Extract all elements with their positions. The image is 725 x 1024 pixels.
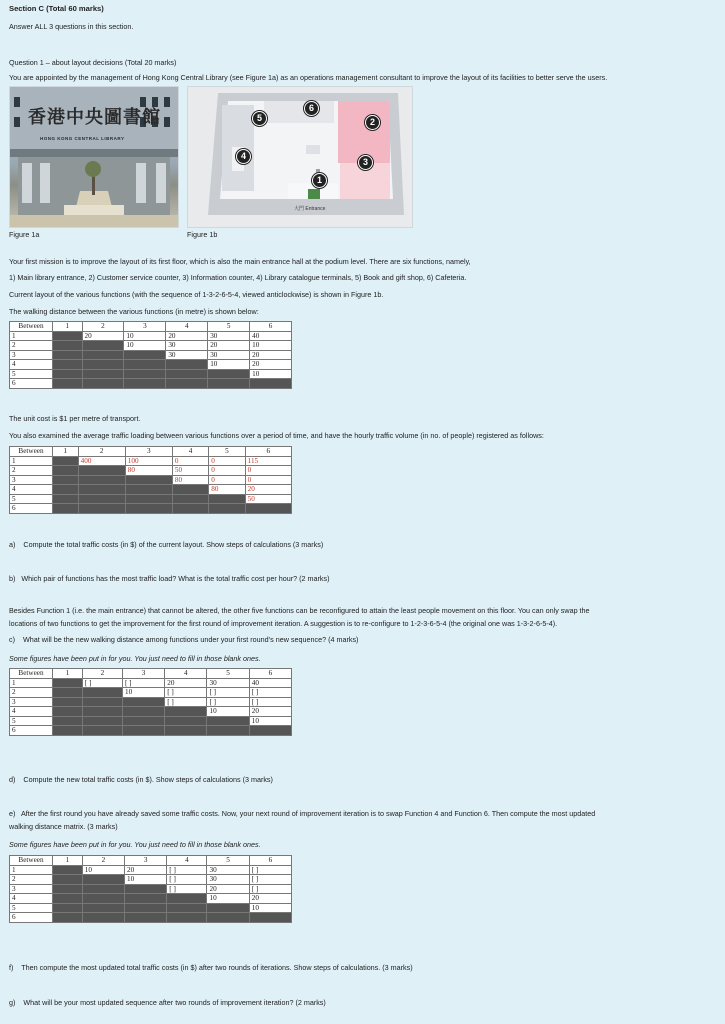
shaded-cell: [209, 504, 245, 514]
figure-1a-photo: [9, 86, 179, 228]
marker-5: 5: [252, 111, 267, 126]
value-cell: 30: [166, 350, 208, 360]
table-row: [10, 331, 292, 341]
shaded-cell: [53, 494, 79, 504]
shaded-cell: [53, 504, 79, 514]
question-c: c) What will be the new walking distance among functions under your first round’s new sequence? (4 marks): [9, 635, 359, 644]
shaded-cell: [82, 379, 124, 389]
shaded-cell: [53, 707, 83, 717]
distance-table: [9, 321, 292, 389]
blank-answer-cell: [ ]: [82, 678, 122, 688]
value-cell: 30: [207, 678, 249, 688]
table-row: [10, 903, 292, 913]
blank-answer-cell: [ ]: [249, 884, 291, 894]
library-sign-chinese: 香港中央圖書館: [28, 107, 161, 128]
table-row: [10, 707, 292, 717]
table-row: [10, 726, 292, 736]
blank-answer-cell: [ ]: [165, 697, 207, 707]
shaded-cell: [82, 707, 122, 717]
table-row: [10, 688, 292, 698]
table-row: [10, 466, 292, 476]
value-cell: 10: [125, 875, 167, 885]
value-cell: 30: [208, 331, 250, 341]
shaded-cell: [122, 697, 164, 707]
value-cell: 80: [125, 466, 172, 476]
shaded-cell: [53, 726, 83, 736]
shaded-cell: [53, 913, 83, 923]
blank-answer-cell: [ ]: [249, 688, 291, 698]
row-label: 2: [10, 466, 53, 476]
shaded-cell: [167, 903, 207, 913]
table-row: [10, 456, 292, 466]
row-label: 4: [10, 360, 53, 370]
shaded-cell: [82, 903, 124, 913]
blank-answer-cell: [ ]: [122, 678, 164, 688]
current-layout-text: Current layout of the various functions (with the sequence of 1-3-2-6-5-4, viewed anticlockwise) is shown in Figure 1b.: [9, 290, 384, 299]
table-row: [10, 678, 292, 688]
shaded-cell: [122, 707, 164, 717]
shaded-cell: [82, 716, 122, 726]
header-between: Between: [10, 447, 53, 457]
value-cell: 10: [124, 341, 166, 351]
traffic-table: [9, 446, 292, 514]
shaded-cell: [124, 360, 166, 370]
table-row: [10, 485, 292, 495]
shaded-cell: [82, 697, 122, 707]
shaded-cell: [53, 875, 83, 885]
figure-1b-floor-plan: [187, 86, 413, 228]
value-cell: 10: [82, 865, 124, 875]
value-cell: 10: [122, 688, 164, 698]
value-cell: 0: [209, 456, 245, 466]
shaded-cell: [53, 456, 79, 466]
table-row: [10, 894, 292, 904]
distance-intro: The walking distance between the various functions (in metre) is shown below:: [9, 307, 259, 316]
value-cell: 100: [125, 456, 172, 466]
shaded-cell: [208, 379, 250, 389]
header-col-1: 1: [53, 856, 83, 866]
shaded-cell: [53, 350, 83, 360]
blank-answer-cell: [ ]: [167, 884, 207, 894]
shaded-cell: [249, 913, 291, 923]
table-row: [10, 716, 292, 726]
shaded-cell: [53, 894, 83, 904]
value-cell: 0: [209, 466, 245, 476]
shaded-cell: [165, 726, 207, 736]
value-cell: 30: [207, 875, 249, 885]
row-label: 1: [10, 331, 53, 341]
header-col-1: 1: [53, 322, 83, 332]
table-row: [10, 379, 292, 389]
shaded-cell: [249, 726, 291, 736]
row-label: 3: [10, 884, 53, 894]
header-col-5: 5: [209, 447, 245, 457]
shaded-cell: [82, 688, 122, 698]
value-cell: 20: [125, 865, 167, 875]
shaded-cell: [53, 688, 83, 698]
value-cell: 10: [250, 369, 292, 379]
marker-6: 6: [304, 101, 319, 116]
row-label: 5: [10, 716, 53, 726]
row-label: 2: [10, 688, 53, 698]
shaded-cell: [82, 341, 124, 351]
question-a: a) Compute the total traffic costs (in $) of the current layout. Show steps of calculations (3 marks): [9, 540, 324, 549]
marker-3: 3: [358, 155, 373, 170]
value-cell: 50: [245, 494, 291, 504]
table-row: [10, 504, 292, 514]
header-col-6: 6: [249, 856, 291, 866]
shaded-cell: [124, 379, 166, 389]
value-cell: 20: [166, 331, 208, 341]
marker-1: 1: [312, 173, 327, 188]
shaded-cell: [53, 903, 83, 913]
shaded-cell: [53, 360, 83, 370]
row-label: 3: [10, 350, 53, 360]
shaded-cell: [53, 466, 79, 476]
question-f: f) Then compute the most updated total traffic costs (in $) after two rounds of iterations. Show steps of calculations. (3 marks): [9, 963, 413, 972]
shaded-cell: [125, 884, 167, 894]
value-cell: 0: [245, 466, 291, 476]
shaded-cell: [53, 697, 83, 707]
shaded-cell: [53, 379, 83, 389]
library-sign-english: HONG KONG CENTRAL LIBRARY: [40, 136, 125, 141]
header-col-5: 5: [207, 856, 249, 866]
header-col-4: 4: [166, 322, 208, 332]
shaded-cell: [82, 875, 124, 885]
table-c: [9, 668, 292, 736]
shaded-cell: [53, 369, 83, 379]
shaded-cell: [82, 913, 124, 923]
header-col-2: 2: [82, 669, 122, 679]
marker-4: 4: [236, 149, 251, 164]
question-d: d) Compute the new total traffic costs (in $). Show steps of calculations (3 marks): [9, 775, 273, 784]
table-row: [10, 875, 292, 885]
shaded-cell: [245, 504, 291, 514]
shaded-cell: [122, 726, 164, 736]
row-label: 5: [10, 903, 53, 913]
shaded-cell: [78, 475, 125, 485]
table-row: [10, 697, 292, 707]
value-cell: 0: [172, 456, 208, 466]
row-label: 6: [10, 913, 53, 923]
shaded-cell: [53, 865, 83, 875]
shaded-cell: [165, 707, 207, 717]
shaded-cell: [167, 913, 207, 923]
shaded-cell: [53, 884, 83, 894]
value-cell: 0: [245, 475, 291, 485]
shaded-cell: [53, 475, 79, 485]
shaded-cell: [78, 466, 125, 476]
row-label: 5: [10, 494, 53, 504]
shaded-cell: [167, 894, 207, 904]
blank-answer-cell: [ ]: [207, 688, 249, 698]
value-cell: 20: [250, 360, 292, 370]
row-label: 4: [10, 707, 53, 717]
value-cell: 10: [207, 894, 249, 904]
row-label: 5: [10, 369, 53, 379]
value-cell: 10: [249, 716, 291, 726]
value-cell: 30: [208, 350, 250, 360]
shaded-cell: [208, 369, 250, 379]
row-label: 6: [10, 504, 53, 514]
blank-answer-cell: [ ]: [249, 865, 291, 875]
shaded-cell: [82, 726, 122, 736]
row-label: 3: [10, 475, 53, 485]
shaded-cell: [125, 894, 167, 904]
marker-2: 2: [365, 115, 380, 130]
shaded-cell: [122, 716, 164, 726]
value-cell: 80: [209, 485, 245, 495]
blank-answer-cell: [ ]: [249, 697, 291, 707]
header-col-1: 1: [53, 669, 83, 679]
value-cell: 115: [245, 456, 291, 466]
blank-answer-cell: [ ]: [165, 688, 207, 698]
figure-1b-caption: Figure 1b: [187, 230, 218, 239]
header-col-3: 3: [125, 447, 172, 457]
shaded-cell: [207, 716, 249, 726]
shaded-cell: [207, 903, 249, 913]
value-cell: 20: [250, 350, 292, 360]
shaded-cell: [125, 504, 172, 514]
value-cell: 400: [78, 456, 125, 466]
value-cell: 10: [208, 360, 250, 370]
value-cell: 20: [245, 485, 291, 495]
shaded-cell: [125, 475, 172, 485]
unit-cost-text: The unit cost is $1 per metre of transport.: [9, 414, 141, 423]
row-label: 4: [10, 485, 53, 495]
blank-answer-cell: [ ]: [249, 875, 291, 885]
shaded-cell: [166, 369, 208, 379]
shaded-cell: [166, 379, 208, 389]
header-col-4: 4: [165, 669, 207, 679]
table-row: [10, 913, 292, 923]
figure-1a-caption: Figure 1a: [9, 230, 40, 239]
header-col-6: 6: [250, 322, 292, 332]
header-col-3: 3: [122, 669, 164, 679]
row-label: 2: [10, 341, 53, 351]
shaded-cell: [166, 360, 208, 370]
value-cell: 20: [208, 341, 250, 351]
shaded-cell: [125, 903, 167, 913]
shaded-cell: [78, 494, 125, 504]
table-row: [10, 494, 292, 504]
value-cell: 50: [172, 466, 208, 476]
shaded-cell: [125, 494, 172, 504]
value-cell: 30: [207, 865, 249, 875]
row-label: 1: [10, 865, 53, 875]
reconfigure-paragraph-1: Besides Function 1 (i.e. the main entrance) that cannot be altered, the other five functions can be reconfigured to attain the least people movement on this floor. You can only swap the: [9, 606, 590, 615]
shaded-cell: [125, 485, 172, 495]
row-label: 3: [10, 697, 53, 707]
value-cell: 0: [209, 475, 245, 485]
header-between: Between: [10, 322, 53, 332]
shaded-cell: [207, 913, 249, 923]
table-row: [10, 475, 292, 485]
fill-note-e: Some figures have been put in for you. You just need to fill in those blank ones.: [9, 840, 261, 849]
shaded-cell: [53, 716, 83, 726]
row-label: 4: [10, 894, 53, 904]
shaded-cell: [82, 369, 124, 379]
shaded-cell: [172, 485, 208, 495]
blank-answer-cell: [ ]: [167, 865, 207, 875]
header-col-5: 5: [208, 322, 250, 332]
fill-note-c: Some figures have been put in for you. You just need to fill in those blank ones.: [9, 654, 261, 663]
question-e-line-1: e) After the first round you have already saved some traffic costs. Now, your next round of improvement iteration is to swap Function 4 and Function 6. Then compute the most updated: [9, 809, 596, 818]
table-row: [10, 865, 292, 875]
question-title: Question 1 – about layout decisions (Total 20 marks): [9, 58, 177, 67]
table-row: [10, 350, 292, 360]
entrance-label: 大門 Entrance: [294, 206, 326, 212]
table-row: [10, 360, 292, 370]
traffic-intro: You also examined the average traffic loading between various functions over a period of time, and have the hourly traffic volume (in no. of people) registered as follows:: [9, 431, 544, 440]
shaded-cell: [172, 494, 208, 504]
value-cell: 30: [166, 341, 208, 351]
value-cell: 10: [124, 331, 166, 341]
value-cell: 10: [250, 341, 292, 351]
shaded-cell: [53, 485, 79, 495]
value-cell: 20: [249, 707, 291, 717]
header-col-2: 2: [82, 322, 124, 332]
table-row: [10, 341, 292, 351]
section-instruction: Answer ALL 3 questions in this section.: [9, 22, 134, 31]
value-cell: 40: [249, 678, 291, 688]
header-col-4: 4: [172, 447, 208, 457]
header-col-2: 2: [78, 447, 125, 457]
header-col-6: 6: [245, 447, 291, 457]
row-label: 2: [10, 875, 53, 885]
blank-answer-cell: [ ]: [167, 875, 207, 885]
value-cell: 10: [207, 707, 249, 717]
value-cell: 80: [172, 475, 208, 485]
header-col-3: 3: [125, 856, 167, 866]
question-g: g) What will be your most updated sequence after two rounds of improvement iteration? (2 marks): [9, 998, 326, 1007]
value-cell: 20: [249, 894, 291, 904]
shaded-cell: [82, 360, 124, 370]
header-col-4: 4: [167, 856, 207, 866]
value-cell: 40: [250, 331, 292, 341]
functions-list: 1) Main library entrance, 2) Customer service counter, 3) Information counter, 4) Library catalogue terminals, 5) Book and gift shop, 6) Cafeteria.: [9, 273, 467, 282]
header-col-3: 3: [124, 322, 166, 332]
value-cell: 20: [207, 884, 249, 894]
row-label: 6: [10, 726, 53, 736]
row-label: 1: [10, 678, 53, 688]
table-row: [10, 884, 292, 894]
table-row: [10, 369, 292, 379]
reconfigure-paragraph-2: locations of two functions to get the improvement for the first round of improvement iteration. A suggestion is to re-configure to 1-2-3-6-5-4 (the original one was 1-3-2-6-5-4).: [9, 619, 558, 628]
shaded-cell: [53, 331, 83, 341]
value-cell: 20: [165, 678, 207, 688]
section-title: Section C (Total 60 marks): [9, 4, 104, 13]
question-e-line-2: walking distance matrix. (3 marks): [9, 822, 118, 831]
shaded-cell: [209, 494, 245, 504]
header-col-2: 2: [82, 856, 124, 866]
header-between: Between: [10, 669, 53, 679]
shaded-cell: [78, 504, 125, 514]
shaded-cell: [82, 894, 124, 904]
row-label: 1: [10, 456, 53, 466]
shaded-cell: [250, 379, 292, 389]
header-col-5: 5: [207, 669, 249, 679]
shaded-cell: [207, 726, 249, 736]
shaded-cell: [124, 369, 166, 379]
shaded-cell: [82, 350, 124, 360]
value-cell: 10: [249, 903, 291, 913]
header-between: Between: [10, 856, 53, 866]
shaded-cell: [172, 504, 208, 514]
shaded-cell: [125, 913, 167, 923]
shaded-cell: [82, 884, 124, 894]
shaded-cell: [53, 678, 83, 688]
value-cell: 20: [82, 331, 124, 341]
header-col-6: 6: [249, 669, 291, 679]
row-label: 6: [10, 379, 53, 389]
question-b: b) Which pair of functions has the most traffic load? What is the total traffic cost per hour? (2 marks): [9, 574, 330, 583]
mission-paragraph: Your first mission is to improve the layout of its first floor, which is also the main entrance hall at the podium level. There are six functions, namely,: [9, 257, 471, 266]
shaded-cell: [165, 716, 207, 726]
shaded-cell: [53, 341, 83, 351]
header-col-1: 1: [53, 447, 79, 457]
shaded-cell: [124, 350, 166, 360]
table-e: [9, 855, 292, 923]
question-intro: You are appointed by the management of Hong Kong Central Library (see Figure 1a) as an operations management consultant to improve the layout of its facilities to better serve the users.: [9, 73, 608, 82]
shaded-cell: [78, 485, 125, 495]
blank-answer-cell: [ ]: [207, 697, 249, 707]
